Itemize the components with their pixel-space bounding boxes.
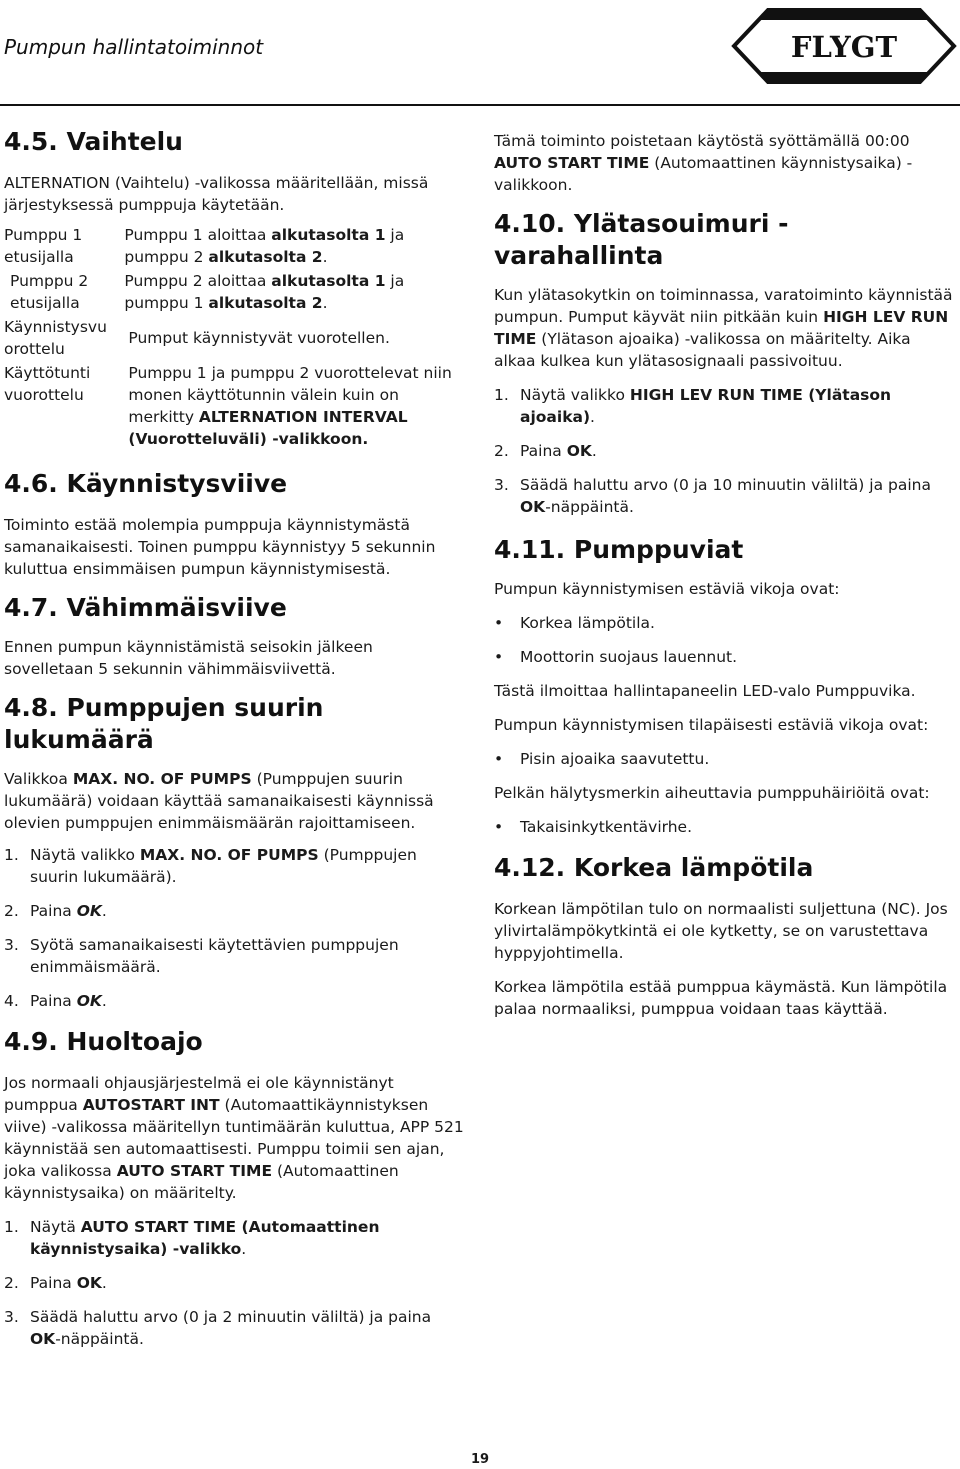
heading-4-9: 4.9. Huoltoajo bbox=[4, 1027, 203, 1056]
list-item: • Pisin ajoaika saavutettu. bbox=[494, 750, 710, 768]
table-row bbox=[4, 270, 466, 316]
steps-list bbox=[4, 844, 466, 1012]
list-item: 3. Säädä haluttu arvo (0 ja 10 minuutin väliltä) ja paina OK-näppäintä. bbox=[494, 476, 931, 516]
paragraph: Korkean lämpötilan tulo on normaalisti suljettuna (NC). Jos ylivirtalämpökytkintä ei ole kytketty, se on varustettava hyppyjohtimella. bbox=[494, 900, 948, 962]
list-item: 4. Paina OK. bbox=[4, 992, 107, 1010]
list-item: 1. Näytä valikko MAX. NO. OF PUMPS (Pumppujen suurin lukumäärä). bbox=[4, 846, 417, 886]
table-row bbox=[4, 362, 466, 452]
row-key: Käyttötunti vuorottelu bbox=[4, 364, 91, 404]
section-4-11 bbox=[494, 534, 956, 838]
section-4-12 bbox=[494, 852, 956, 1020]
row-key: Pumppu 1 etusijalla bbox=[4, 226, 83, 266]
list-item: 3. Syötä samanaikaisesti käytettävien pumppujen enimmäismäärä. bbox=[4, 936, 399, 976]
table-row bbox=[4, 316, 466, 362]
page-number: 19 bbox=[470, 1452, 490, 1467]
paragraph: Pelkän hälytysmerkin aiheuttavia pumppuhäiriöitä ovat: bbox=[494, 784, 930, 802]
bullet-list bbox=[494, 816, 956, 838]
section-4-7 bbox=[4, 592, 466, 680]
list-item: 3. Säädä haluttu arvo (0 ja 2 minuutin väliltä) ja paina OK-näppäintä. bbox=[4, 1308, 432, 1348]
heading-4-6: 4.6. Käynnistysviive bbox=[4, 469, 288, 498]
bullet-list bbox=[494, 748, 956, 770]
paragraph: Pumpun käynnistymisen tilapäisesti estäviä vikoja ovat: bbox=[494, 716, 929, 734]
bullet-icon: • bbox=[494, 648, 504, 666]
list-item: 2. Paina OK. bbox=[4, 1274, 107, 1292]
heading-4-5: 4.5. Vaihtelu bbox=[4, 127, 183, 156]
row-value: Pumppu 2 aloittaa alkutasolta 1 ja pumppu 1 alkutasolta 2. bbox=[124, 272, 405, 312]
paragraph: Tästä ilmoittaa hallintapaneelin LED-valo Pumppuvika. bbox=[494, 682, 916, 700]
paragraph: Valikkoa MAX. NO. OF PUMPS (Pumppujen suurin lukumäärä) voidaan käyttää samanaikaisesti käynnissä olevien pumppujen enimmäismäärän rajoittamiseen. bbox=[4, 770, 434, 832]
paragraph: Toiminto estää molempia pumppuja käynnistymästä samanaikaisesti. Toinen pumppu käynnistyy 5 sekunnin kuluttua ensimmäisen pumpun käynnistymisestä. bbox=[4, 516, 436, 578]
paragraph: Ennen pumpun käynnistämistä seisokin jälkeen sovelletaan 5 sekunnin vähimmäisviivettä. bbox=[4, 638, 373, 678]
table-row bbox=[4, 224, 466, 270]
list-item: • Takaisinkytkentävirhe. bbox=[494, 818, 693, 836]
bullet-list bbox=[494, 612, 956, 668]
row-key: Käynnistysvuorottelu bbox=[4, 318, 107, 358]
section-4-10 bbox=[494, 208, 956, 518]
row-value: Pumput käynnistyvät vuorotellen. bbox=[128, 329, 390, 347]
logo-text: FLYGT bbox=[790, 30, 898, 64]
section-4-8 bbox=[4, 692, 466, 1012]
paragraph: Tämä toiminto poistetaan käytöstä syöttämällä 00:00 AUTO START TIME (Automaattinen käynnistysaika) -valikkoon. bbox=[494, 132, 913, 194]
list-item: • Moottorin suojaus lauennut. bbox=[494, 648, 738, 666]
right-column bbox=[494, 130, 956, 1020]
row-key: Pumppu 2 etusijalla bbox=[10, 272, 89, 312]
list-item: • Korkea lämpötila. bbox=[494, 614, 655, 632]
paragraph: Korkea lämpötila estää pumppua käymästä. Kun lämpötila palaa normaaliksi, pumppua voidaan taas käyttää. bbox=[494, 978, 948, 1018]
section-4-5 bbox=[4, 126, 466, 452]
header-rule bbox=[0, 104, 960, 106]
flygt-logo-icon bbox=[728, 2, 960, 90]
section-4-9 bbox=[4, 1026, 466, 1350]
bullet-icon: • bbox=[494, 614, 504, 632]
section-4-6 bbox=[4, 468, 466, 580]
row-value: Pumppu 1 ja pumppu 2 vuorottelevat niin monen käyttötunnin välein kuin on merkitty ALTERNATION INTERVAL (Vuorotteluväli) -valikkoon. bbox=[128, 364, 452, 448]
alternation-intro: ALTERNATION (Vaihtelu) -valikossa määritellään, missä järjestyksessä pumppuja käytetään. bbox=[4, 174, 429, 214]
list-item: 1. Näytä valikko HIGH LEV RUN TIME (Ylätason ajoaika). bbox=[494, 386, 892, 426]
header-title: Pumpun hallintatoiminnot bbox=[4, 35, 264, 59]
paragraph: Pumpun käynnistymisen estäviä vikoja ovat: bbox=[494, 580, 840, 598]
alternation-table bbox=[4, 224, 466, 452]
left-column bbox=[4, 122, 466, 1350]
bullet-icon: • bbox=[494, 750, 504, 768]
heading-4-7: 4.7. Vähimmäisviive bbox=[4, 593, 287, 622]
heading-4-10: 4.10. Ylätasouimuri - varahallinta bbox=[494, 209, 789, 270]
steps-list bbox=[4, 1216, 466, 1350]
paragraph: Jos normaali ohjausjärjestelmä ei ole käynnistänyt pumppua AUTOSTART INT (Automaattikäynnistyksen viive) -valikossa määritellyn tuntimäärän kuluttua, APP 521 käynnistää sen automaattisesti. Pumppu toimii sen ajan, joka valikossa AUTO START TIME (Automaattinen käynnistysaika) on määritelty. bbox=[4, 1074, 464, 1202]
heading-4-11: 4.11. Pumppuviat bbox=[494, 535, 744, 564]
heading-4-12: 4.12. Korkea lämpötila bbox=[494, 853, 814, 882]
page-header bbox=[0, 0, 960, 110]
row-value: Pumppu 1 aloittaa alkutasolta 1 ja pumppu 2 alkutasolta 2. bbox=[124, 226, 405, 266]
paragraph: Kun ylätasokytkin on toiminnassa, varatoiminto käynnistää pumpun. Pumput käyvät niin pitkään kuin HIGH LEV RUN TIME (Ylätason ajoaika) -valikossa on määritelty. Aika alkaa kulkea kun ylätasosignaali passivoituu. bbox=[494, 286, 953, 370]
list-item: 1. Näytä AUTO START TIME (Automaattinen käynnistysaika) -valikko. bbox=[4, 1218, 380, 1258]
list-item: 2. Paina OK. bbox=[4, 902, 107, 920]
bullet-icon: • bbox=[494, 818, 504, 836]
steps-list bbox=[494, 384, 956, 518]
list-item: 2. Paina OK. bbox=[494, 442, 597, 460]
heading-4-8: 4.8. Pumppujen suurin lukumäärä bbox=[4, 693, 324, 754]
